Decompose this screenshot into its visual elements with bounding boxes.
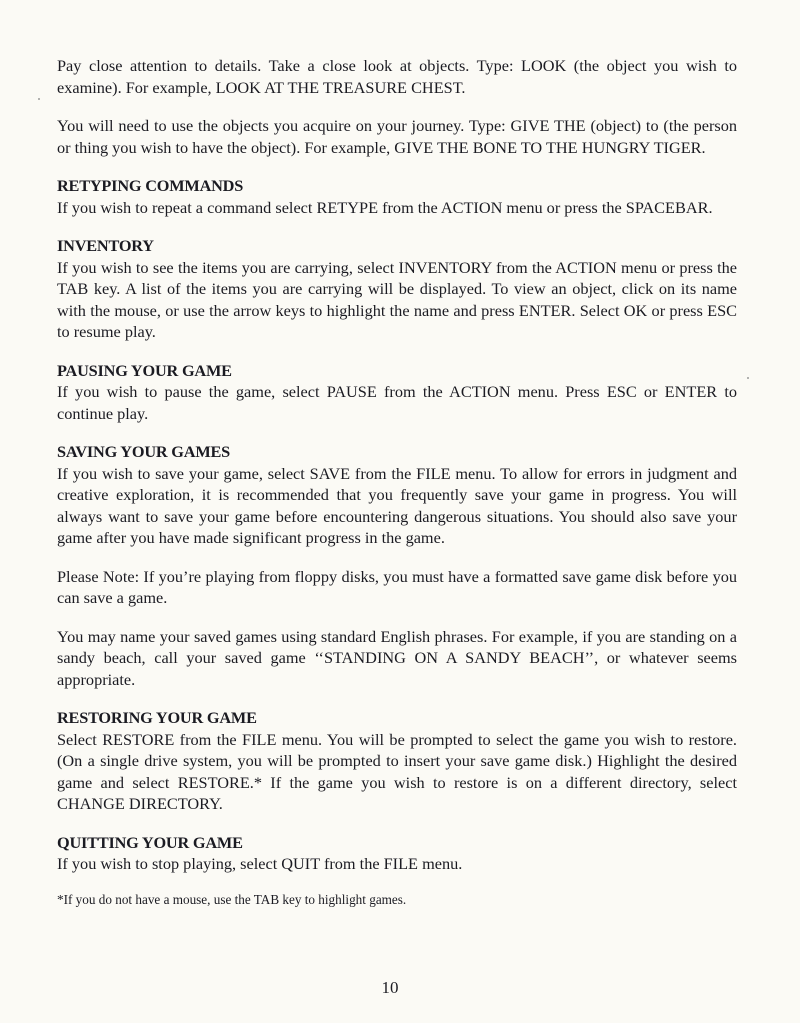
- section-inventory: [57, 235, 737, 343]
- section-heading: PAUSING YOUR GAME: [57, 360, 232, 380]
- section-saving-your-games: [57, 441, 737, 690]
- section-quitting-your-game: [57, 832, 737, 875]
- section-heading: INVENTORY: [57, 236, 154, 255]
- section-paragraph: If you wish to stop playing, select QUIT from the FILE menu.: [57, 854, 463, 873]
- section-heading: RESTORING YOUR GAME: [57, 708, 257, 727]
- manual-page: [57, 55, 737, 909]
- section-restoring-your-game: [57, 707, 737, 815]
- intro-paragraph-look: Pay close attention to details. Take a close look at objects. Type: LOOK (the object you wish to examine). For example, LOOK AT THE TREASURE CHEST.: [57, 56, 737, 97]
- section-paragraph-please-note: Please Note: If you’re playing from floppy disks, you must have a formatted save game disk before you can save a game.: [57, 566, 737, 607]
- section-paragraph: If you wish to pause the game, select PAUSE from the ACTION menu. Press ESC or ENTER to continue play.: [57, 382, 737, 423]
- footnote: *If you do not have a mouse, use the TAB key to highlight games.: [57, 891, 407, 907]
- section-paragraph: If you wish to repeat a command select RETYPE from the ACTION menu or press the SPACEBAR.: [57, 197, 713, 217]
- section-paragraph-naming: You may name your saved games using standard English phrases. For example, if you are standing on a sandy beach, call your saved game ‘‘STANDING ON A SANDY BEACH’’, or whatever seems appropriate.: [57, 626, 737, 689]
- intro-paragraph-give: You will need to use the objects you acquire on your journey. Type: GIVE THE (object) to (the person or thing you wish to have the object). For example, GIVE THE BONE TO THE HUNGRY TIGER.: [57, 116, 737, 157]
- section-heading: RETYPING COMMANDS: [57, 176, 244, 195]
- section-heading: QUITTING YOUR GAME: [57, 832, 243, 852]
- section-heading: SAVING YOUR GAMES: [57, 442, 231, 461]
- scan-speck: [38, 98, 40, 100]
- scan-speck: [747, 377, 749, 379]
- page-number: 10: [381, 978, 399, 997]
- section-paragraph: Select RESTORE from the FILE menu. You will be prompted to select the game you wish to restore. (On a single drive system, you will be prompted to insert your save game disk.) Highlight the desired game and select RESTORE.* If the game you wish to restore is on a different directory, select CHANGE DIRECTORY.: [57, 729, 737, 813]
- section-retyping-commands: [57, 175, 737, 218]
- section-pausing-your-game: [57, 360, 737, 425]
- section-paragraph: If you wish to save your game, select SAVE from the FILE menu. To allow for errors in judgment and creative exploration, it is recommended that you frequently save your game in progress. You will always want to save your game before encountering dangerous situations. You should also save your game after you have made significant progress in the game.: [57, 463, 737, 547]
- section-paragraph: If you wish to see the items you are carrying, select INVENTORY from the ACTION menu or press the TAB key. A list of the items you are carrying will be displayed. To view an object, click on its name with the mouse, or use the arrow keys to highlight the name and press ENTER. Select OK or press ESC to resume play.: [57, 257, 737, 341]
